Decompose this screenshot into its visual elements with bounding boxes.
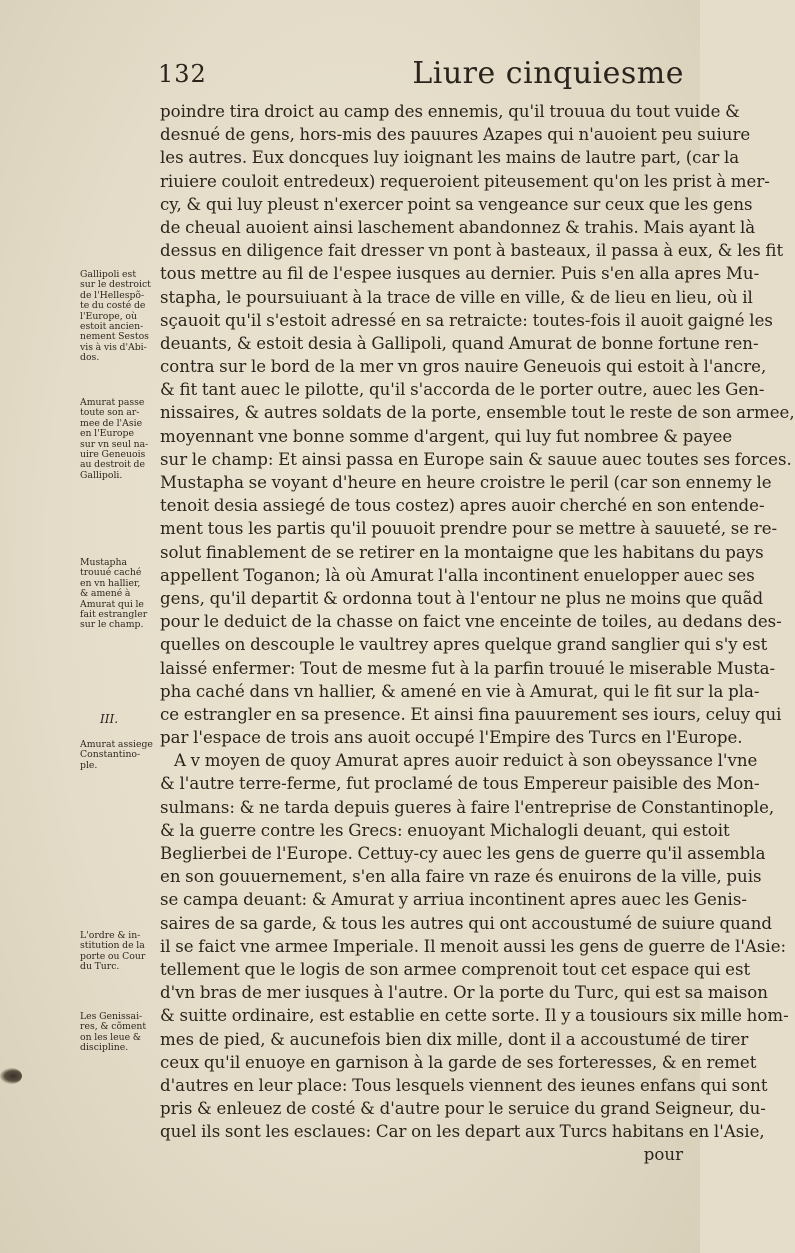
margin-note-line: stitution de la <box>80 940 145 952</box>
text-line: & l'autre terre-ferme, fut proclamé de tous Empereur paisible des Mon- <box>160 774 760 794</box>
margin-note-mustapha <box>80 558 156 631</box>
text-line: laissé enfermer: Tout de mesme fut à la parfin trouué le miserable Musta- <box>160 658 776 678</box>
text-line: d'vn bras de mer iusques à l'autre. Or la porte du Turc, qui est sa maison <box>160 983 768 1003</box>
margin-note-line: nement Sestos <box>80 331 149 343</box>
margin-note-line: vis à vis d'Abi- <box>80 341 147 353</box>
text-line: desnué de gens, hors-mis des pauures Azapes qui n'auoient peu suiure <box>160 125 751 145</box>
margin-note-line: on les leue & <box>80 1031 142 1043</box>
margin-note-line: l'Europe, où <box>80 310 137 322</box>
text-line: d'autres en leur place: Tous lesquels viennent des ieunes enfans qui sont <box>160 1075 768 1095</box>
margin-note-gallipoli <box>80 270 156 364</box>
margin-note-line: Mustapha <box>80 557 128 568</box>
text-line: solut finablement de se retirer en la montaigne que les habitans du pays <box>160 542 764 562</box>
margin-note-line: toute son ar- <box>80 407 140 419</box>
margin-note-line: Constantino- <box>80 749 141 761</box>
margin-note-line: Amurat assiege <box>80 739 153 750</box>
text-line: ceux qu'il enuoye en garnison à la garde de ses forteresses, & en remet <box>160 1052 757 1072</box>
text-line: & suitte ordinaire, est establie en cette sorte. Il y a tousiours six mille hom- <box>160 1006 789 1026</box>
text-line: contra sur le bord de la mer vn gros nauire Geneuois qui estoit à l'ancre, <box>160 357 767 377</box>
margin-note-porte-du-turc <box>80 931 156 973</box>
margin-note-line: ple. <box>80 759 98 771</box>
text-line: cy, & qui luy pleust n'exercer point sa vengeance sur ceux que les gens <box>160 194 753 214</box>
text-line: appellent Toganon; là où Amurat l'alla incontinent enuelopper auec ses <box>160 565 755 585</box>
margin-note-line: en vn hallier, <box>80 577 141 589</box>
text-line: ment tous les partis qu'il pouuoit prendre pour se mettre à sauueté, se re- <box>160 519 778 539</box>
text-line: par l'espace de trois ans auoit occupé l'Empire des Turcs en l'Europe. <box>160 728 743 748</box>
text-line: moyennant vne bonne somme d'argent, qui luy fut nombree & payee <box>160 426 733 446</box>
text-line: tous mettre au fil de l'espee iusques au dernier. Puis s'en alla apres Mu- <box>160 264 760 284</box>
text-line: pris & enleuez de costé & d'autre pour le seruice du grand Seigneur, du- <box>160 1099 766 1119</box>
margin-note-constantinople <box>80 740 156 771</box>
text-line: en son gouuernement, s'en alla faire vn raze és enuirons de la ville, puis <box>160 867 762 887</box>
section-mark: III. <box>100 712 119 726</box>
text-line: deuants, & estoit desia à Gallipoli, quand Amurat de bonne fortune ren- <box>160 333 759 353</box>
margin-note-line: sur vn seul na- <box>80 438 149 450</box>
text-line: quel ils sont les esclaues: Car on les depart aux Turcs habitans en l'Asie, <box>160 1122 765 1142</box>
ink-stain <box>0 1068 22 1084</box>
margin-note-line: res, & cõment <box>80 1021 147 1033</box>
text-line: sçauoit qu'il s'estoit adressé en sa retraicte: toutes-fois il auoit gaigné les <box>160 310 773 330</box>
margin-note-line: uire Geneuois <box>80 449 146 461</box>
running-title: Liure cinquiesme <box>412 56 684 91</box>
margin-note-line: mee de l'Asie <box>80 417 143 429</box>
text-line: saires de sa garde, & tous les autres qui ont accoustumé de suiure quand <box>160 913 773 933</box>
text-line: pour le deduict de la chasse on faict vne enceinte de toiles, au dedans des- <box>160 612 782 632</box>
text-line: A v moyen de quoy Amurat apres auoir reduict à son obeyssance l'vne <box>174 751 758 771</box>
margin-note-line: & amené à <box>80 588 131 600</box>
margin-note-line: Gallipoli est <box>80 269 137 280</box>
text-line: sulmans: & ne tarda depuis gueres à faire l'entreprise de Constantinople, <box>160 797 775 817</box>
margin-note-line: L'ordre & in- <box>80 930 141 941</box>
page-number: 132 <box>158 60 207 88</box>
text-line: les autres. Eux doncques luy ioignant les mains de lautre part, (car la <box>160 148 740 168</box>
margin-note-line: sur le champ. <box>80 619 144 631</box>
margin-note-line: sur le destroict <box>80 279 151 291</box>
margin-note-line: Gallipoli. <box>80 469 123 481</box>
margin-note-line: porte ou Cour <box>80 950 146 962</box>
page-header <box>158 56 688 96</box>
text-line: se campa deuant: & Amurat y arriua incontinent apres auec les Genis- <box>160 890 747 910</box>
margin-note-line: du Turc. <box>80 961 120 973</box>
text-line: pour <box>643 1145 683 1165</box>
text-line: Beglierbei de l'Europe. Cettuy-cy auec les gens de guerre qu'il assembla <box>160 844 766 863</box>
text-line: & fit tant auec le pilotte, qu'il s'accorda de le porter outre, auec les Gen- <box>160 380 765 400</box>
text-line: poindre tira droict au camp des ennemis, qu'il trouua du tout vuide & <box>160 102 740 121</box>
margin-note-genissaires <box>80 1012 156 1054</box>
text-line: sur le champ: Et ainsi passa en Europe sain & sauue auec toutes ses forces. <box>160 449 792 469</box>
margin-note-amurat-passe <box>80 398 156 481</box>
text-line: dessus en diligence fait dresser vn pont à basteaux, il passa à eux, & les fit <box>160 241 784 261</box>
margin-note-line: de l'Hellespõ- <box>80 289 145 301</box>
text-line: Mustapha se voyant d'heure en heure croistre le peril (car son ennemy le <box>160 473 772 492</box>
text-line: ce estrangler en sa presence. Et ainsi fina pauurement ses iours, celuy qui <box>160 704 782 724</box>
margin-note-line: discipline. <box>80 1042 129 1054</box>
text-line: quelles on descouple le vaultrey apres quelque grand sanglier qui s'y est <box>160 635 768 655</box>
text-line: de cheual auoient ainsi laschement abandonnez & trahis. Mais ayant là <box>160 217 756 237</box>
margin-note-line: Les Genissai- <box>80 1011 143 1022</box>
text-line: stapha, le poursuiuant à la trace de ville en ville, & de lieu en lieu, où il <box>160 287 753 307</box>
text-line: tellement que le logis de son armee comprenoit tout cet espace qui est <box>160 959 751 979</box>
margin-note-line: Amurat qui le <box>80 598 144 610</box>
margin-note-line: en l'Europe <box>80 428 134 440</box>
margin-note-line: dos. <box>80 352 100 364</box>
text-line: tenoit desia assiegé de tous costez) apres auoir cherché en son entende- <box>160 496 765 516</box>
text-line: riuiere couloit entredeux) requeroient piteusement qu'on les prist à mer- <box>160 171 770 191</box>
margin-note-line: trouué caché <box>80 567 142 579</box>
margin-note-line: estoit ancien- <box>80 321 144 333</box>
text-line: gens, qu'il departit & ordonna tout à l'entour ne plus ne moins que quãd <box>160 588 764 608</box>
main-text-block <box>160 100 795 1167</box>
text-line: mes de pied, & aucunefois bien dix mille, dont il a accoustumé de tirer <box>160 1029 749 1049</box>
margin-note-line: te du costé de <box>80 300 146 312</box>
text-line: nissaires, & autres soldats de la porte, ensemble tout le reste de son armee, <box>160 403 795 423</box>
margin-note-line: Amurat passe <box>80 397 145 408</box>
text-line: & la guerre contre les Grecs: enuoyant Michalogli deuant, qui estoit <box>160 820 730 840</box>
text-line: il se faict vne armee Imperiale. Il menoit aussi les gens de guerre de l'Asie: <box>160 936 787 956</box>
margin-note-line: fait estrangler <box>80 609 148 621</box>
text-line: pha caché dans vn hallier, & amené en vie à Amurat, qui le fit sur la pla- <box>160 681 760 701</box>
margin-note-line: au destroit de <box>80 459 146 471</box>
